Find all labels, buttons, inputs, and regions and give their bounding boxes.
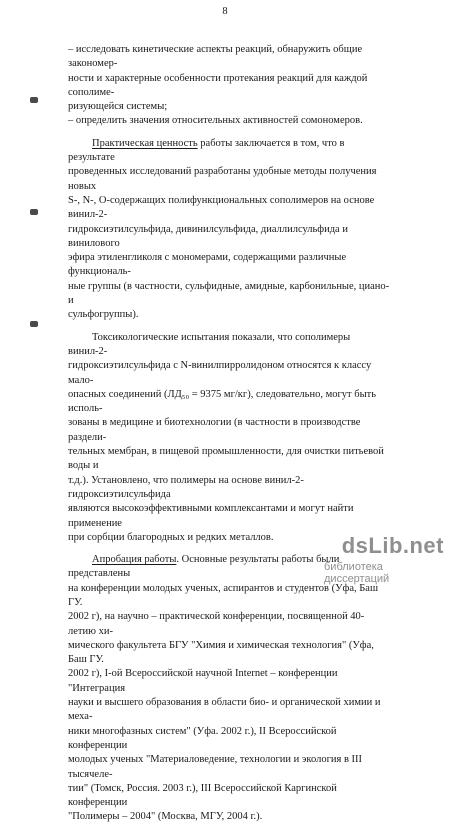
text-line: "Полимеры – 2004" (Москва, МГУ, 2004 г.). <box>68 811 263 823</box>
text-line: 2002 г), на научно – практической конференции, посвященной 40-летию хи- <box>68 611 365 637</box>
text-line: тии" (Томск, Россия. 2003 г.), III Всероссийской Каргинской конференции <box>68 782 337 809</box>
text-line: опасных соединений (ЛД₅₀ = 9375 мг/кг), следовательно, могут быть исполь- <box>68 388 377 415</box>
list-item <box>68 43 390 114</box>
page-number: 8 <box>222 6 228 17</box>
text-line: зованы в медицине и биотехнологии (в частности в производстве раздели- <box>68 417 361 443</box>
text-line: тельных мембран, в пищевой промышленности, для очистки питьевой воды и <box>68 446 384 472</box>
watermark-logo: dsLib.net <box>341 533 444 558</box>
text-line: проведенных исследований разработаны удобные методы получения новых <box>68 166 377 192</box>
text-line: на конференции молодых ученых, аспирантов и студентов (Уфа, Баш ГУ. <box>68 582 379 608</box>
paragraph-practical-value <box>68 137 390 323</box>
watermark <box>324 531 444 585</box>
text-line: ности и характерные особенности протекания реакций для каждой сополиме- <box>68 72 368 98</box>
text-line: Токсикологические испытания показали, что сополимеры винил-2- <box>68 331 351 357</box>
text-line: – исследовать кинетические аспекты реакций, обнаружить общие закономер- <box>68 44 363 70</box>
text-line: . Основные результаты работы были представлены <box>68 554 340 580</box>
paragraph-toxicology <box>68 331 390 545</box>
text-line: ные группы (в частности, сульфидные, амидные, карбонильные, циано- и <box>68 280 390 307</box>
text-line: ники многофазных систем" (Уфа. 2002 г.), II Всероссийской конференции <box>68 725 337 751</box>
text-line: т.д.). Установлено, что полимеры на основе винил-2-гидроксиэтилсульфида <box>68 474 304 500</box>
text-line: являются высокоэффективными комплексантами и могут найти применение <box>68 503 354 529</box>
text-line: 2002 г), I-ой Всероссийской научной Internet – конференции "Интеграция <box>68 668 338 694</box>
section-term: Практическая ценность <box>92 137 198 149</box>
scan-mark <box>30 209 38 215</box>
document-body <box>68 43 390 825</box>
text-line: молодых ученых "Материаловедение, технологии и экология в III тысячеле- <box>68 754 363 780</box>
text-line: гидроксиэтилсульфида с N-винилпирролидоном относятся к классу мало- <box>68 360 372 386</box>
text-line: сульфогруппы). <box>68 309 139 321</box>
text-line: при сорбции благородных и редких металлов. <box>68 531 274 543</box>
text-line: ризующейся системы; <box>68 101 168 113</box>
text-line: S-, N-, O-содержащих полифункциональных сополимеров на основе винил-2- <box>68 194 375 221</box>
scan-mark <box>30 97 38 103</box>
text-line: науки и высшего образования в области био- и органической химии и меха- <box>68 697 381 723</box>
section-term: Апробация работы <box>92 554 177 566</box>
text-line: эфира этиленгликоля с мономерами, содержащими различные функциональ- <box>68 252 347 278</box>
paragraph-approbation <box>68 553 390 825</box>
text-line: гидроксиэтилсульфида, дивинилсульфида, диаллилсульфида и винилового <box>68 223 348 249</box>
scan-mark <box>30 321 38 327</box>
text-line: мического факультета БГУ "Химия и химическая технология" (Уфа, Баш ГУ. <box>68 639 374 666</box>
text-line: работы заключается в том, что в результате <box>68 137 345 164</box>
list-item <box>68 114 390 128</box>
text-line: – определить значения относительных активностей сомономеров. <box>68 115 363 127</box>
watermark-subtitle: библиотека диссертаций <box>324 561 390 585</box>
